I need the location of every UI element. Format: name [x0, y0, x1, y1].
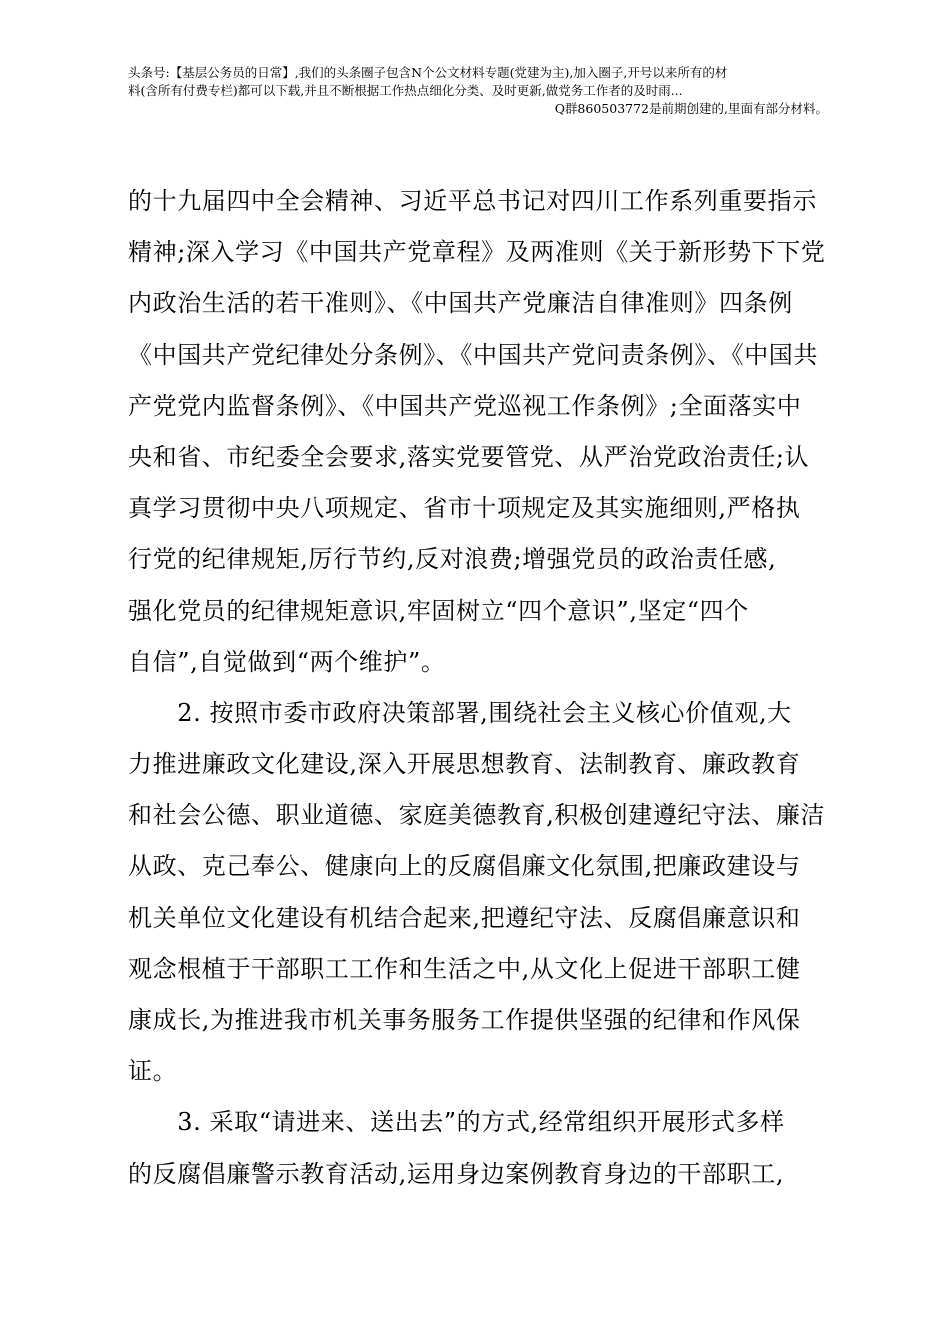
text-line: 和社会公德、职业道德、家庭美德教育,积极创建遵纪守法、廉洁: [128, 801, 826, 830]
paragraph-3: [128, 1097, 828, 1199]
paragraph-2: [128, 688, 828, 1098]
text-line: 的反腐倡廉警示教育活动,运用身边案例教育身边的干部职工,: [128, 1159, 785, 1188]
text-line: 从政、克己奉公、健康向上的反腐倡廉文化氛围,把廉政建设与: [128, 852, 801, 881]
paragraph-1: [128, 176, 828, 688]
text-line: 自信”,自觉做到“两个维护”。: [128, 647, 446, 676]
page-header: [128, 64, 828, 118]
header-line: 头条号:【基层公务员的日常】,我们的头条圈子包含N个公文材料专题(党建为主),加入圈子,开号以来所有的材: [128, 65, 728, 80]
document-body: [128, 176, 828, 1200]
text-line: 3. 采取“请进来、送出去”的方式,经常组织开展形式多样: [128, 1108, 785, 1137]
text-line: 证。: [128, 1057, 178, 1086]
text-line: 2. 按照市委市政府决策部署,围绕社会主义核心价值观,大: [128, 698, 792, 727]
text-line: 强化党员的纪律规矩意识,牢固树立“四个意识”,坚定“四个: [128, 596, 749, 625]
text-line: 康成长,为推进我市机关事务服务工作提供坚强的纪律和作风保: [128, 1006, 801, 1034]
text-line: 产党党内监督条例》、《中国共产党巡视工作条例》;全面落实中: [128, 391, 802, 420]
text-line: 精神;深入学习《中国共产党章程》及两准则《关于新形势下下党: [128, 238, 826, 267]
text-line: 力推进廉政文化建设,深入开展思想教育、法制教育、廉政教育: [128, 750, 801, 779]
text-line: 观念根植于干部职工工作和生活之中,从文化上促进干部职工健: [128, 954, 801, 983]
header-line-qq-group: Q群860503772是前期创建的,里面有部分材料。: [554, 101, 828, 116]
text-line: 央和省、市纪委全会要求,落实党要管党、从严治党政治责任;认: [128, 442, 810, 471]
text-line: 的十九届四中全会精神、习近平总书记对四川工作系列重要指示: [128, 187, 817, 215]
text-line: 机关单位文化建设有机结合起来,把遵纪守法、反腐倡廉意识和: [128, 903, 801, 932]
text-line: 行党的纪律规矩,厉行节约,反对浪费;增强党员的政治责任感,: [128, 545, 777, 574]
text-line: 《中国共产党纪律处分条例》、《中国共产党问责条例》、《中国共: [128, 340, 818, 369]
text-line: 内政治生活的若干准则》、《中国共产党廉洁自律准则》四条例: [128, 289, 793, 318]
text-line: 真学习贯彻中央八项规定、省市十项规定及其实施细则,严格执: [128, 494, 801, 523]
header-line: 料(含所有付费专栏)都可以下载,并且不断根据工作热点细化分类、及时更新,做党务工作者的及时雨...: [128, 83, 683, 98]
